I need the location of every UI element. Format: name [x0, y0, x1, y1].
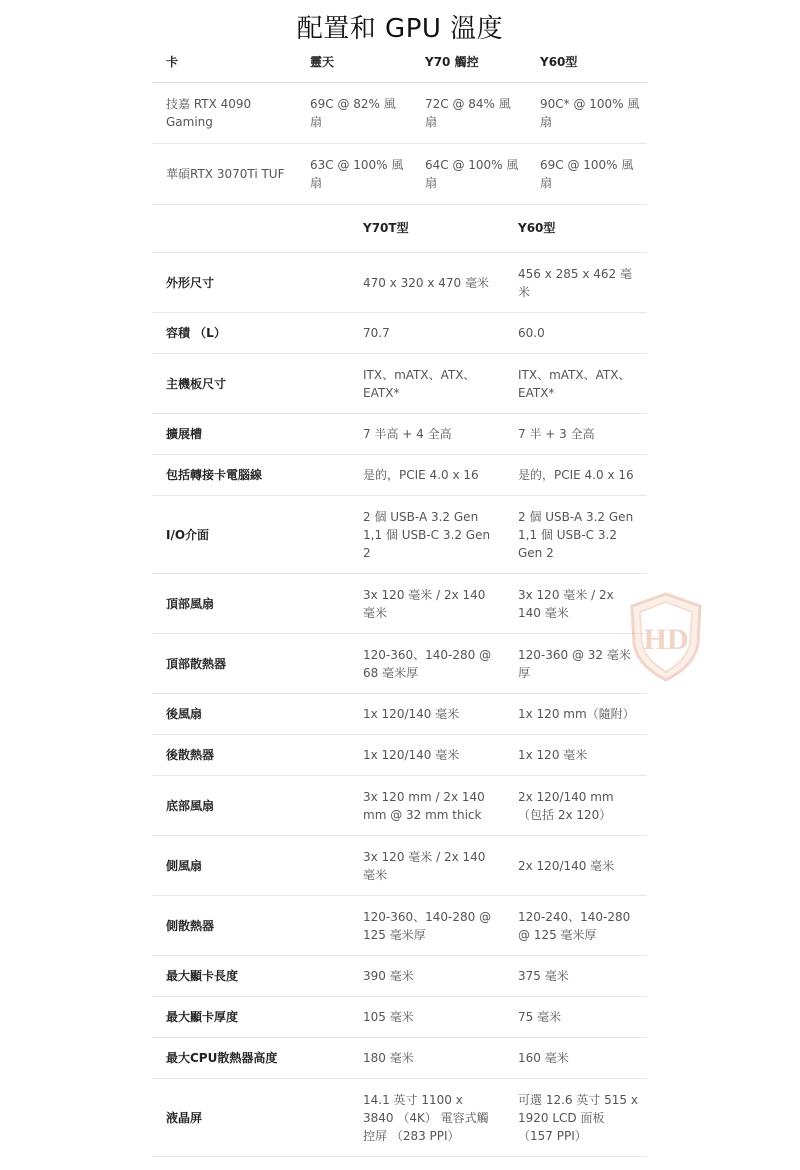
table-header-row: [152, 204, 647, 253]
spec-value-y60: 160 毫米: [504, 1038, 647, 1079]
spec-value-y60: 456 x 285 x 462 毫米: [504, 253, 647, 313]
spec-value-y60: 是的，PCIE 4.0 x 16: [504, 455, 647, 496]
spec-label: 最大顯卡長度: [152, 956, 349, 997]
spec-value-y70t: 1x 120/140 毫米: [349, 694, 504, 735]
table-row: [152, 1079, 647, 1157]
spec-value-y60: 375 毫米: [504, 956, 647, 997]
spec-value-y70t: 是的，PCIE 4.0 x 16: [349, 455, 504, 496]
spec-label: 最大CPU散熱器高度: [152, 1038, 349, 1079]
spec-label: 後散熱器: [152, 735, 349, 776]
spec-value-y60: 2x 120/140 mm （包括 2x 120）: [504, 776, 647, 836]
spec-value-y70t: 105 毫米: [349, 997, 504, 1038]
table-row: [152, 896, 647, 956]
spec-label: 包括轉接卡電腦線: [152, 455, 349, 496]
column-header-y60: Y60型: [504, 204, 647, 253]
column-header-y70-touch: Y70 觸控: [411, 42, 526, 83]
page-title: 配置和 GPU 溫度: [296, 14, 504, 44]
spec-value-y60: 60.0: [504, 313, 647, 354]
spec-label: 頂部散熱器: [152, 634, 349, 694]
spec-label: 側散熱器: [152, 896, 349, 956]
spec-label: 最大顯卡厚度: [152, 997, 349, 1038]
table-row: [152, 414, 647, 455]
table-row: [152, 144, 647, 205]
table-row: [152, 354, 647, 414]
table-row: [152, 735, 647, 776]
table-row: [152, 694, 647, 735]
gpu-temperature-cell: 90C* @ 100% 風扇: [526, 83, 647, 144]
spec-value-y70t: 1x 120/140 毫米: [349, 735, 504, 776]
spec-label: 擴展槽: [152, 414, 349, 455]
gpu-temperature-cell: 63C @ 100% 風扇: [296, 144, 411, 205]
spec-value-y60: 1x 120 毫米: [504, 735, 647, 776]
gpu-card-name: 技嘉 RTX 4090 Gaming: [152, 83, 296, 144]
gpu-temperature-cell: 64C @ 100% 風扇: [411, 144, 526, 205]
gpu-temperature-table: [152, 42, 647, 205]
spec-value-y70t: 3x 120 毫米 / 2x 140 毫米: [349, 574, 504, 634]
spec-value-y60: 2x 120/140 毫米: [504, 836, 647, 896]
spec-value-y70t: 120-360、140-280 @ 125 毫米厚: [349, 896, 504, 956]
table-row: [152, 1038, 647, 1079]
column-header-lingtian: 靈天: [296, 42, 411, 83]
table-row: [152, 956, 647, 997]
spec-value-y70t: 2 個 USB-A 3.2 Gen 1,1 個 USB-C 3.2 Gen 2: [349, 496, 504, 574]
spec-label: 主機板尺寸: [152, 354, 349, 414]
gpu-temperature-cell: 69C @ 100% 風扇: [526, 144, 647, 205]
table-row: [152, 776, 647, 836]
watermark-text: HD: [643, 623, 689, 656]
spec-value-y70t: 70.7: [349, 313, 504, 354]
column-header-y60: Y60型: [526, 42, 647, 83]
spec-value-y70t: 3x 120 毫米 / 2x 140 毫米: [349, 836, 504, 896]
spec-value-y70t: 390 毫米: [349, 956, 504, 997]
spec-value-y60: 3x 120 毫米 / 2x 140 毫米: [504, 574, 647, 634]
table-header-row: [152, 42, 647, 83]
gpu-temperature-cell: 72C @ 84% 風扇: [411, 83, 526, 144]
spec-value-y60: 120-240、140-280 @ 125 毫米厚: [504, 896, 647, 956]
table-row: [152, 574, 647, 634]
spec-value-y70t: 180 毫米: [349, 1038, 504, 1079]
spec-value-y70t: 120-360、140-280 @ 68 毫米厚: [349, 634, 504, 694]
column-header-empty: [152, 204, 349, 253]
table-row: [152, 455, 647, 496]
spec-value-y60: 可選 12.6 英寸 515 x 1920 LCD 面板 （157 PPI）: [504, 1079, 647, 1157]
table-row: [152, 496, 647, 574]
spec-label: 液晶屏: [152, 1079, 349, 1157]
table-row: [152, 997, 647, 1038]
spec-value-y70t: 14.1 英寸 1100 x 3840 （4K） 電容式觸控屏 （283 PPI）: [349, 1079, 504, 1157]
spec-label: 頂部風扇: [152, 574, 349, 634]
spec-label: I/O介面: [152, 496, 349, 574]
spec-value-y70t: ITX、mATX、ATX、EATX*: [349, 354, 504, 414]
spec-value-y70t: 3x 120 mm / 2x 140 mm @ 32 mm thick: [349, 776, 504, 836]
gpu-temperature-cell: 69C @ 82% 風扇: [296, 83, 411, 144]
table-row: [152, 634, 647, 694]
spec-label: 側風扇: [152, 836, 349, 896]
spec-value-y60: 1x 120 mm（隨附）: [504, 694, 647, 735]
spec-label: 外形尺寸: [152, 253, 349, 313]
spec-label: 容積 （L）: [152, 313, 349, 354]
table-row: [152, 313, 647, 354]
gpu-card-name: 華碩RTX 3070Ti TUF: [152, 144, 296, 205]
table-row: [152, 836, 647, 896]
column-header-card: 卡: [152, 42, 296, 83]
spec-value-y60: 75 毫米: [504, 997, 647, 1038]
spec-value-y60: 2 個 USB-A 3.2 Gen 1,1 個 USB-C 3.2 Gen 2: [504, 496, 647, 574]
spec-label: 底部風扇: [152, 776, 349, 836]
spec-value-y60: ITX、mATX、ATX、EATX*: [504, 354, 647, 414]
spec-comparison-table: [152, 204, 647, 1157]
hd-shield-logo-icon: [628, 592, 704, 682]
table-row: [152, 83, 647, 144]
table-row: [152, 253, 647, 313]
spec-value-y70t: 470 x 320 x 470 毫米: [349, 253, 504, 313]
column-header-y70t: Y70T型: [349, 204, 504, 253]
spec-value-y60: 7 半 + 3 全高: [504, 414, 647, 455]
spec-value-y70t: 7 半高 + 4 全高: [349, 414, 504, 455]
spec-value-y60: 120-360 @ 32 毫米厚: [504, 634, 647, 694]
spec-label: 後風扇: [152, 694, 349, 735]
